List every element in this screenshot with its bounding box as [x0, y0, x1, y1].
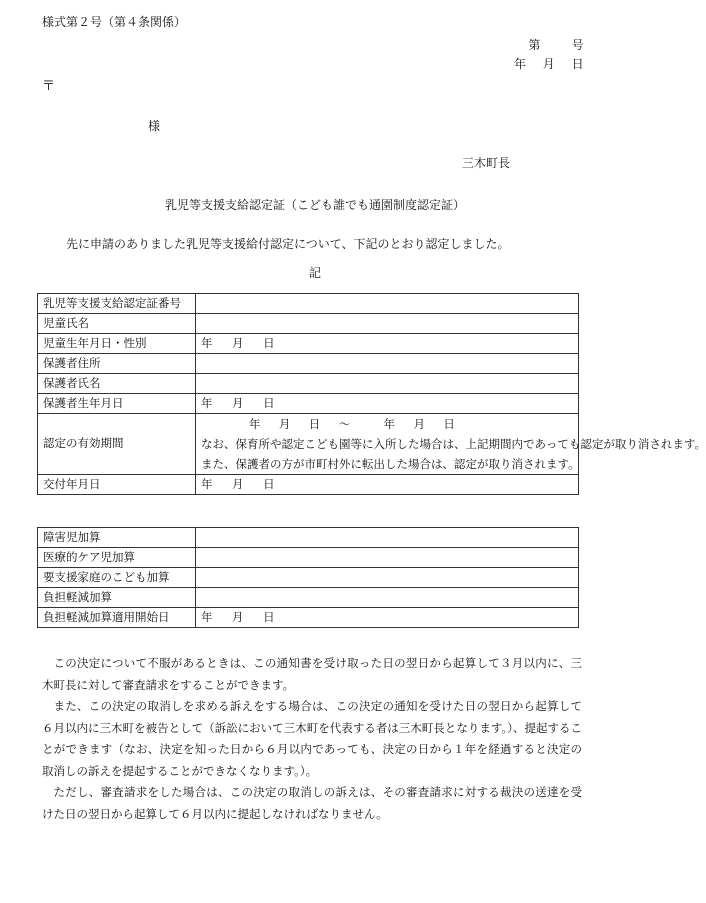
- row-value: [196, 294, 579, 314]
- note-paragraph: ただし、審査請求をした場合は、この決定の取消しの訴えは、その審査請求に対する裁決の送達を受けた日の翌日から起算して６月以内に提起しなければなりません。: [42, 785, 582, 821]
- additions-table: [37, 527, 579, 628]
- issue-date-value: 年 月 日: [196, 475, 579, 495]
- note-paragraph: また、この決定の取消しを求める訴えをする場合は、この決定の通知を受けた日の翌日から起算して６月以内に三木町を被告として（訴訟において三木町を代表する者は三木町長となります。）、提起することができます（なお、決定を知った日から６月以内であっても、決定の日から１年を経過すると決定の取消しの訴えを提起することができなくなります。）。: [42, 699, 582, 778]
- document-title: 乳児等支援支給認定証（こども誰でも通園制度認定証）: [164, 198, 465, 212]
- issuer-name: 三木町長: [461, 156, 510, 170]
- row-value: [196, 374, 579, 394]
- row-label: 負担軽減加算適用開始日: [38, 608, 196, 628]
- intro-text: 先に申請のありました乳児等支援給付認定について、下記のとおり認定しました。: [66, 237, 510, 251]
- ki-marker: 記: [308, 266, 321, 280]
- document-number: 第 号: [528, 38, 586, 52]
- form-number: 様式第２号（第４条関係）: [42, 15, 187, 29]
- table-row: [38, 588, 579, 608]
- row-value: 年 月 日: [196, 334, 579, 354]
- row-label: 保護者氏名: [38, 374, 196, 394]
- period-note-1: なお、保育所や認定こども園等に入所した場合は、上記期間内であっても認定が取り消されます。: [201, 437, 706, 451]
- row-label: 児童生年月日・性別: [38, 334, 196, 354]
- recipient-suffix: 様: [148, 119, 161, 133]
- row-value: 年 月 日: [196, 608, 579, 628]
- row-label: 乳児等支援支給認定証番号: [38, 294, 196, 314]
- row-value: 年 月 日: [196, 394, 579, 414]
- appeal-notes: [42, 653, 582, 825]
- row-value: [196, 568, 579, 588]
- row-value: [196, 354, 579, 374]
- table-row: [38, 354, 579, 374]
- row-value: [196, 314, 579, 334]
- row-label: 保護者住所: [38, 354, 196, 374]
- document-date: 年 月 日: [513, 57, 586, 71]
- table-row: [38, 374, 579, 394]
- table-row: [38, 294, 579, 314]
- table-row: [38, 314, 579, 334]
- row-value: [196, 548, 579, 568]
- table-row: [38, 568, 579, 588]
- row-label: 保護者生年月日: [38, 394, 196, 414]
- certification-table: [37, 293, 706, 495]
- row-label: 要支援家庭のこども加算: [38, 568, 196, 588]
- table-row: [38, 414, 579, 475]
- row-value: [196, 528, 579, 548]
- row-label: 医療的ケア児加算: [38, 548, 196, 568]
- period-label: 認定の有効期間: [38, 414, 196, 475]
- period-cell: [196, 414, 706, 475]
- table-row: [38, 548, 579, 568]
- table-row: [38, 475, 579, 495]
- period-range: 年 月 日 ～ 年 月 日: [249, 417, 459, 431]
- note-paragraph: この決定について不服があるときは、この通知書を受け取った日の翌日から起算して３月以内に、三木町長に対して審査請求をすることができます。: [42, 656, 582, 692]
- table-row: [38, 394, 579, 414]
- table-row: [38, 334, 579, 354]
- postal-mark: 〒: [42, 79, 56, 94]
- row-value: [196, 588, 579, 608]
- issue-date-label: 交付年月日: [38, 475, 196, 495]
- row-label: 児童氏名: [38, 314, 196, 334]
- period-note-2: また、保護者の方が市町村外に転出した場合は、認定が取り消されます。: [201, 457, 580, 471]
- row-label: 障害児加算: [38, 528, 196, 548]
- row-label: 負担軽減加算: [38, 588, 196, 608]
- table-row: [38, 608, 579, 628]
- table-row: [38, 528, 579, 548]
